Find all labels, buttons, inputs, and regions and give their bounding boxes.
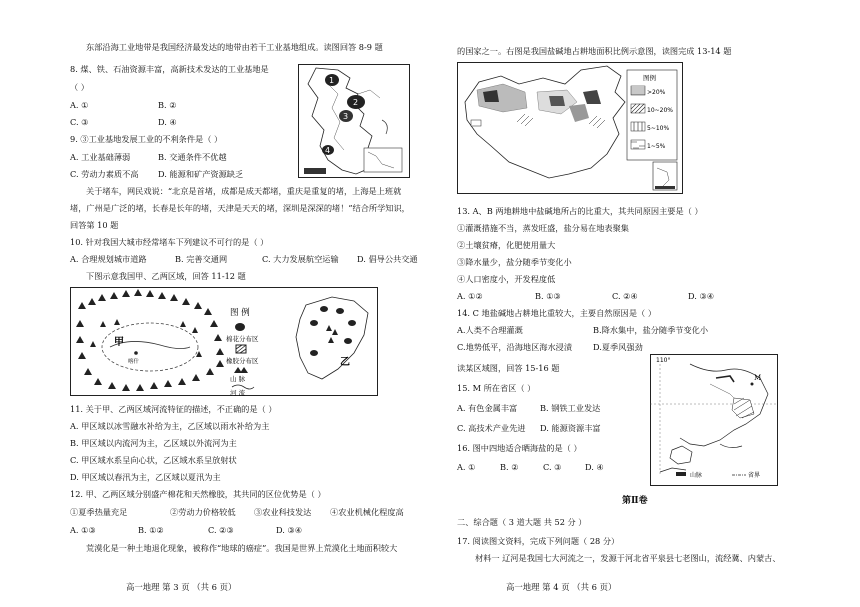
q16-option-c: C. ③	[543, 462, 562, 472]
q13-item-3: ③降水量少，盐分随季节变化小	[457, 257, 572, 267]
point-m-label: M	[754, 374, 762, 382]
legend-over-20-label: >20%	[647, 89, 666, 96]
legend-10-20-icon	[631, 104, 645, 113]
q14-option-d: D.夏季风强劲	[593, 342, 643, 352]
traffic-passage-1: 关于堵车，网民戏说：“北京是首堵，成都是成天都堵，重庆是重复的堵，上海是上班就	[86, 186, 402, 196]
question-14: 14. C 地盐碱地占耕地比重较大，主要自然原因是（ ）	[457, 308, 657, 318]
intro-15-16: 读某区域图，回答 15-16 题	[457, 363, 560, 373]
mountain-legend-bar-icon	[676, 472, 686, 476]
q14-option-a: A.人类不合理灌溉	[457, 325, 523, 335]
q15-option-b: B. 钢铁工业发达	[540, 403, 601, 413]
q13-option-d: D. ③④	[688, 291, 715, 301]
industrial-base-3-icon	[339, 110, 353, 122]
q10-option-a: A. 合理规划城市道路	[70, 254, 147, 264]
footer-right: 高一地理 第 4 页 （共 6 页）	[506, 582, 617, 592]
q11-option-b: B. 甲区域以内流河为主，乙区域以外流河为主	[70, 438, 237, 448]
q13-option-c: C. ②④	[612, 291, 638, 301]
q12-item-4: ④农业机械化程度高	[330, 507, 404, 517]
cotton-legend-icon	[235, 323, 245, 331]
city-marker-icon	[134, 351, 138, 355]
saline-land-map	[457, 62, 683, 194]
q16-option-b: B. ②	[500, 462, 519, 472]
q8-option-a: A. ①	[70, 100, 89, 110]
q15-option-a: A. 有色金属丰富	[457, 403, 518, 413]
industrial-base-2-icon	[347, 95, 365, 109]
volume-two-heading: 第Ⅱ卷	[622, 496, 648, 506]
q14-option-b: B.降水集中，盐分随季节变化小	[593, 325, 709, 335]
q11-option-d: D. 甲区域以春汛为主，乙区域以夏汛为主	[70, 472, 221, 482]
region-yi-label: 乙	[340, 357, 350, 368]
q16-option-a: A. ①	[457, 462, 476, 472]
q12-option-d: D. ③④	[276, 525, 303, 535]
svg-text:1: 1	[329, 76, 335, 85]
q13-option-b: B. ①③	[535, 291, 561, 301]
east-coast-industrial-map	[298, 64, 410, 178]
legend-over-20-icon	[631, 86, 645, 95]
question-10: 10. 针对我国大城市经常堵车下列建议不可行的是（ ）	[70, 237, 269, 247]
svg-text:4: 4	[325, 146, 331, 155]
q10-option-c: C. 大力发展航空运输	[262, 254, 339, 264]
q14-option-c: C.地势低平，沿海地区海水浸渍	[457, 342, 573, 352]
question-13: 13. A、B 两地耕地中盐碱地所占的比重大，其共同原因主要是（ ）	[457, 206, 703, 216]
legend-5-10-icon	[631, 122, 645, 131]
question-8: 8. 煤、铁、石油资源丰富，高新技术发达的工业基地是	[70, 64, 269, 74]
legend-1-5-label: 1~5%	[647, 143, 666, 150]
jia-yi-region-map	[70, 287, 378, 396]
legend-5-10-label: 5~10%	[647, 125, 670, 132]
saline-legend-title: 图例	[643, 74, 656, 82]
q15-option-d: D. 能源资源丰富	[540, 423, 601, 433]
q12-option-c: C. ②③	[208, 525, 234, 535]
section-two-heading: 二、综合题（ 3 道大题 共 52 分 ）	[457, 517, 587, 527]
q11-option-a: A. 甲区域以冰雪融水补给为主，乙区域以雨水补给为主	[70, 421, 270, 431]
question-16: 16. 图中四地适合晒海盐的是（ ）	[457, 443, 582, 453]
city-label: 喀什	[128, 359, 140, 365]
q12-option-b: B. ①②	[138, 525, 164, 535]
q12-item-3: ③农业科技发达	[254, 507, 312, 517]
question-8-blank: （ ）	[70, 82, 89, 92]
q13-item-4: ④人口密度小，开发程度低	[457, 274, 556, 284]
q12-item-2: ②劳动力价格较低	[170, 507, 236, 517]
legend-mountain-text: 山脉	[690, 472, 703, 479]
q9-option-a: A. 工业基础薄弱	[70, 152, 131, 162]
q16-option-d: D. ④	[585, 462, 604, 472]
footer-left: 高一地理 第 3 页 （共 6 页）	[126, 582, 237, 592]
question-17: 17. 阅读图文资料，完成下列问题（ 28 分）	[457, 536, 620, 546]
legend-rubber-label: 橡胶分布区	[226, 357, 259, 365]
q8-option-d: D. ④	[158, 117, 177, 127]
svg-text:2: 2	[353, 98, 359, 107]
legend-mountain-label: 山 脉	[230, 375, 246, 383]
longitude-label: 110°	[656, 357, 671, 364]
industrial-base-1-icon	[325, 74, 339, 86]
traffic-passage-3: 回答第 10 题	[70, 220, 119, 230]
q13-option-a: A. ①②	[457, 291, 483, 301]
question-12: 12. 甲、乙两区域分别盛产棉花和天然橡胶，其共同的区位优势是（ ）	[70, 489, 326, 499]
region-jia-label: 甲	[114, 337, 124, 348]
legend-10-20-label: 10~20%	[647, 107, 673, 114]
legend-1-5-icon	[631, 140, 645, 149]
q9-option-c: C. 劳动力素质不高	[70, 169, 139, 179]
q8-option-c: C. ③	[70, 117, 89, 127]
traffic-passage-2: 堵，广州是广泛的堵，长春是长年的堵，天津是天天的堵，深圳是深深的堵！”结合所学知识，	[70, 203, 410, 213]
intro-8-9: 东部沿海工业地带是我国经济最发达的地带由若干工业基地组成。读图回答 8-9 题	[86, 42, 383, 52]
material-one: 材料一 辽河是我国七大河流之一，发源于河北省平泉县七老图山，流经冀、内蒙古、	[475, 553, 781, 563]
q9-option-d: D. 能源和矿产资源缺乏	[158, 169, 244, 179]
q8-option-b: B. ②	[158, 100, 177, 110]
q15-option-c: C. 高技术产业先进	[457, 423, 526, 433]
q12-option-a: A. ①③	[70, 525, 96, 535]
legend-river-label: 河 流	[230, 389, 246, 396]
question-9: 9. ③工业基地发展工业的不利条件是（ ）	[70, 134, 223, 144]
q10-option-b: B. 完善交通网	[175, 254, 228, 264]
province-region-map	[650, 354, 778, 486]
rubber-legend-icon	[236, 345, 246, 353]
q9-option-b: B. 交通条件不优越	[158, 152, 227, 162]
industrial-base-4-icon	[322, 145, 334, 155]
intro-11-12: 下图示意我国甲、乙两区域，回答 11-12 题	[86, 271, 246, 281]
desert-passage: 荒漠化是一种土地退化现象，被称作“地球的癌症”。我国是世界上荒漠化土地面积较大	[86, 543, 398, 553]
q10-option-d: D. 倡导公共交通	[357, 254, 418, 264]
legend-cotton-label: 棉花分布区	[226, 335, 259, 343]
q13-item-2: ②土壤贫瘠，化肥使用量大	[457, 240, 556, 250]
question-11: 11. 关于甲、乙两区域河流特征的描述，不正确的是（ ）	[70, 404, 277, 414]
intro-13-14: 的国家之一。右图是我国盐碱地占耕地面积比例示意图，读图完成 13-14 题	[457, 46, 732, 56]
question-15: 15. M 所在省区（ ）	[457, 383, 536, 393]
svg-text:3: 3	[343, 112, 349, 121]
q12-item-1: ①夏季热量充足	[70, 507, 128, 517]
legend-border-text: 省界	[748, 472, 761, 479]
q11-option-c: C. 甲区域水系呈向心状，乙区域水系呈放射状	[70, 455, 237, 465]
legend-title: 图 例	[230, 308, 250, 318]
q13-item-1: ①灌溉措施不当，蒸发旺盛，盐分易在地表聚集	[457, 223, 629, 233]
